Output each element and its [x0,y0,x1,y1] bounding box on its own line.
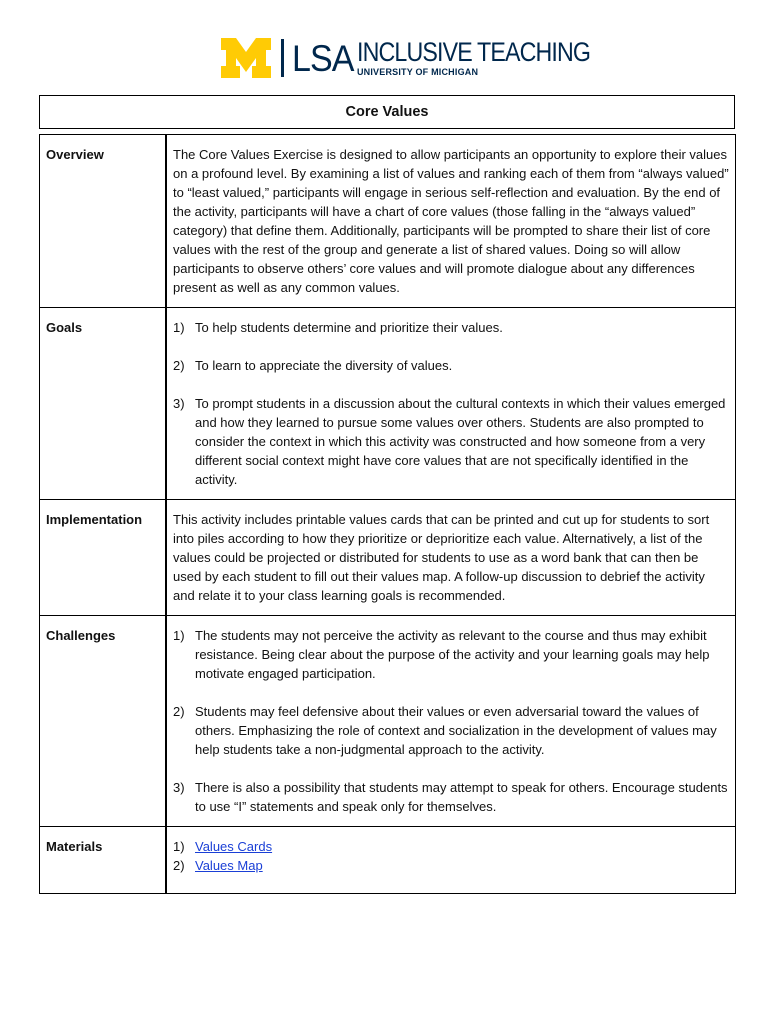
item-text: To learn to appreciate the diversity of values. [195,358,453,373]
list-item [173,626,729,683]
item-text: Students may feel defensive about their values or even adversarial toward the values of others. Emphasizing the role of context and socialization in the development of values may help students take a non-judgmental approach to the activity. [195,704,717,757]
item-number: 1) [173,628,185,643]
row-label: Materials [40,827,167,894]
row-goals [40,308,736,500]
brand-title: INCLUSIVE TEACHING [356,37,591,67]
document [39,95,735,894]
item-number: 3) [173,780,185,795]
item-text: To help students determine and prioritize their values. [195,320,503,335]
row-challenges [40,616,736,827]
item-number: 2) [173,358,185,373]
implementation-text: This activity includes printable values cards that can be printed and cut up for students to sort into piles according to how they prioritize or deprioritize each value. Alternatively, a list of the values could be projected or distributed for students to use as a word bank that can then be used by each student to fill out their values map. A follow-up discussion to debrief the activity and relate it to your class learning goals is recommended. [166,500,736,616]
overview-text: The Core Values Exercise is designed to allow participants an opportunity to explore their values on a profound level. By examining a list of values and ranking each of them from “always valued” to “least valued,” participants will engage in serious self-reflection and evaluation. By the end of the activity, participants will have a chart of core values (those falling in the “always valued” category) that define them. Additionally, participants will be prompted to share their list of core values with the rest of the group and generate a list of shared values. Doing so will allow participants to observe others’ core values and will promote dialogue about any differences present as well as any common values. [166,135,736,308]
logo-divider [281,39,284,77]
item-text: The students may not perceive the activity as relevant to the course and thus may exhibit resistance. Being clear about the purpose of the activity and your learning goals may help motivate engaged participation. [195,628,710,681]
item-number: 2) [173,704,185,719]
goals-list [166,308,736,500]
document-title: Core Values [39,95,735,129]
content-table [39,134,736,894]
list-item [173,356,729,375]
brand-subtitle: UNIVERSITY OF MICHIGAN [356,67,479,77]
row-label: Overview [40,135,167,308]
row-label: Goals [40,308,167,500]
row-implementation [40,500,736,616]
item-number: 1) [173,839,185,854]
row-label: Challenges [40,616,167,827]
brand-text [357,39,628,77]
item-number: 3) [173,396,185,411]
list-item [173,778,729,816]
item-text: To prompt students in a discussion about the cultural contexts in which their values emerged and how they learned to pursue some values over others. Students are also prompted to consider the context in which this activity was constructed and how someone from a very different social context might have core values that are not specifically identified in the activity. [195,396,726,487]
header-logo [221,36,628,80]
item-number: 2) [173,858,185,873]
list-item [173,837,729,856]
list-item [173,856,729,875]
list-item [173,318,729,337]
row-overview [40,135,736,308]
item-text: There is also a possibility that students may attempt to speak for others. Encourage students to use “I” statements and speak only for themselves. [195,780,728,814]
item-number: 1) [173,320,185,335]
list-item [173,394,729,489]
materials-list [166,827,736,894]
block-m-logo [221,38,271,78]
row-materials [40,827,736,894]
list-item [173,702,729,759]
lsa-wordmark: LSA [292,37,354,79]
row-label: Implementation [40,500,167,616]
values-map-link[interactable]: Values Map [195,858,263,873]
challenges-list [166,616,736,827]
values-cards-link[interactable]: Values Cards [195,839,273,854]
